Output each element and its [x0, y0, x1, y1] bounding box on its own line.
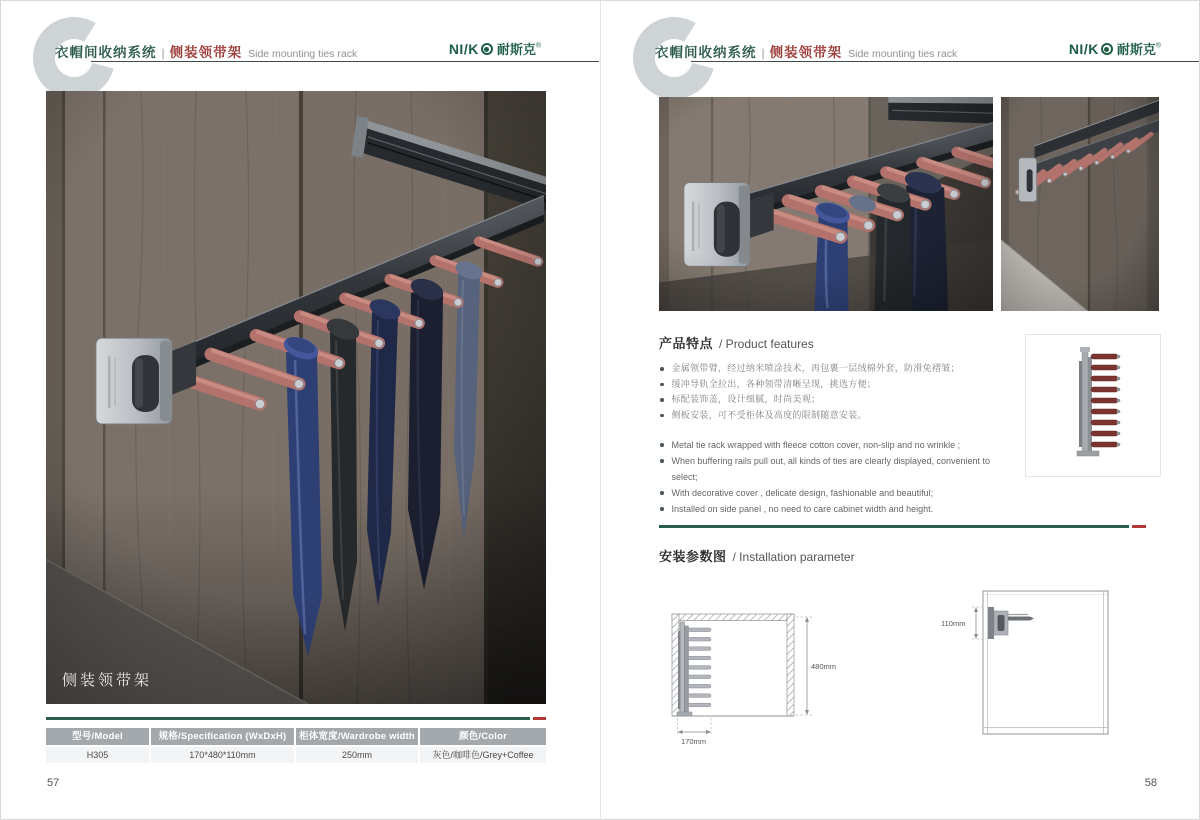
- brand-registered-mark: ®: [1155, 42, 1161, 50]
- installation-diagram-top: [931, 581, 1171, 766]
- photo-caption: 侧装领带架: [62, 672, 153, 689]
- angled-rack-photo: [1001, 97, 1159, 311]
- feature-item: [659, 377, 1014, 393]
- spec-header-specification: 规格/Specification (WxDxH): [151, 728, 294, 745]
- bullet-dot-icon: [660, 507, 664, 511]
- brand-o-icon: [1101, 43, 1113, 55]
- accent-rule: [46, 717, 546, 720]
- dimension-height: [796, 617, 836, 715]
- feature-item: [659, 392, 1014, 408]
- spec-table-header-row: [46, 728, 546, 745]
- brand-latin-text: NI/K: [1068, 41, 1099, 57]
- product-thumbnail-svg: [1064, 345, 1124, 469]
- header-product-label: 侧装领带架: [769, 45, 843, 60]
- installation-diagram-side: [659, 584, 909, 769]
- brand-cn-text: 耐斯克: [1116, 42, 1156, 57]
- dim-side-label: 110mm: [941, 619, 966, 628]
- feature-text: 金属领带臂，经过纳米喷涂技术，再包裹一层绒棉外套，防滑免褶皱；: [671, 363, 960, 373]
- feature-text: 侧板安装，可不受柜体及高度的限制随意安装。: [671, 409, 867, 420]
- header-title: [655, 41, 957, 62]
- feature-item: [659, 501, 1014, 517]
- feature-item: [659, 453, 1014, 485]
- spec-value-wardrobe-width: 250mm: [296, 747, 418, 763]
- header-title: [55, 41, 357, 62]
- page-right: [601, 1, 1200, 820]
- dimension-depth: [678, 718, 712, 746]
- accent-rule-green: [46, 717, 530, 720]
- header-separator: |: [761, 46, 765, 60]
- header-separator: |: [161, 46, 165, 60]
- main-product-photo: [46, 91, 546, 704]
- feature-list-cn: [659, 361, 1014, 423]
- closeup-photo-svg: [659, 97, 993, 311]
- brand-o-dot-icon: [484, 47, 489, 52]
- feature-item: [659, 437, 1014, 453]
- header-product-en-label: Side mounting ties rack: [248, 48, 358, 60]
- wardrobe-photo-svg: [46, 91, 546, 704]
- features-heading-en: / Product features: [719, 337, 814, 351]
- brand-o-icon: [481, 43, 493, 55]
- feature-text: Metal tie rack wrapped with fleece cotton cover, non-slip and no wrinkle ;: [671, 440, 961, 450]
- feature-text: With decorative cover , delicate design, fashionable and beautiful;: [671, 488, 934, 498]
- installation-heading-en: / Installation parameter: [732, 550, 855, 564]
- angled-rack-photo-svg: [1001, 97, 1159, 311]
- spec-value-specification: 170*480*110mm: [151, 747, 294, 763]
- page-number-right: 58: [1144, 777, 1157, 789]
- brand-registered-mark: ®: [535, 42, 541, 50]
- bullet-dot-icon: [660, 383, 664, 387]
- spec-header-model: 型号/Model: [46, 728, 149, 745]
- bullet-dot-icon: [660, 414, 664, 418]
- feature-text: When buffering rails pull out, all kinds of ties are clearly displayed, convenient to select;: [671, 456, 991, 482]
- closeup-photo: [659, 97, 993, 311]
- product-thumbnail-box: [1025, 334, 1161, 477]
- header-rule: [691, 61, 1199, 62]
- feature-text: 标配装饰盖，设计细腻，时尚美观；: [671, 394, 821, 404]
- installation-heading-cn: 安装参数图: [659, 549, 727, 564]
- page-left: [1, 1, 601, 820]
- header-series-label: 衣帽间收纳系统: [655, 45, 757, 60]
- spec-header-color: 颜色/Color: [420, 728, 546, 745]
- bullet-dot-icon: [660, 491, 664, 495]
- brand-cn-text: 耐斯克: [496, 42, 536, 57]
- accent-rule: [659, 525, 1146, 528]
- header-series-label: 衣帽间收纳系统: [55, 45, 157, 60]
- feature-text: 缓冲导轨全拉出，各种领带清晰呈现，挑选方便；: [671, 378, 877, 389]
- feature-item: [659, 361, 1014, 377]
- accent-rule-red: [1132, 525, 1146, 528]
- dimension-side: [941, 607, 986, 639]
- brand-logo: [449, 39, 541, 59]
- bullet-dot-icon: [660, 367, 664, 371]
- header-product-en-label: Side mounting ties rack: [848, 48, 958, 60]
- features-heading: [659, 333, 814, 353]
- feature-item: [659, 485, 1014, 501]
- dim-depth-label: 170mm: [681, 737, 707, 746]
- spec-value-color: 灰色/咖啡色/Grey+Coffee: [420, 747, 546, 763]
- header-product-label: 侧装领带架: [169, 45, 243, 60]
- dim-height-label: 480mm: [811, 662, 837, 671]
- feature-item: [659, 408, 1014, 424]
- accent-rule-red: [533, 717, 546, 720]
- spec-table-value-row: [46, 745, 546, 763]
- spec-value-model: H305: [46, 747, 149, 763]
- features-heading-cn: 产品特点: [659, 336, 714, 351]
- bullet-dot-icon: [660, 398, 664, 402]
- bullet-dot-icon: [660, 459, 664, 463]
- bullet-dot-icon: [660, 443, 664, 447]
- brand-o-dot-icon: [1104, 47, 1109, 52]
- feature-text: Installed on side panel , no need to care cabinet width and height.: [671, 504, 934, 514]
- accent-rule-green: [659, 525, 1129, 528]
- header-rule: [91, 61, 599, 62]
- spec-header-wardrobe-width: 柜体宽度/Wardrobe width: [296, 728, 418, 745]
- installation-heading: [659, 546, 855, 566]
- thumbnail-arms: [1091, 354, 1120, 447]
- brand-latin-text: NI/K: [448, 41, 479, 57]
- page-number-left: 57: [47, 777, 60, 789]
- spec-table: [46, 728, 546, 763]
- feature-list-en: [659, 437, 1014, 517]
- brand-logo: [1069, 39, 1161, 59]
